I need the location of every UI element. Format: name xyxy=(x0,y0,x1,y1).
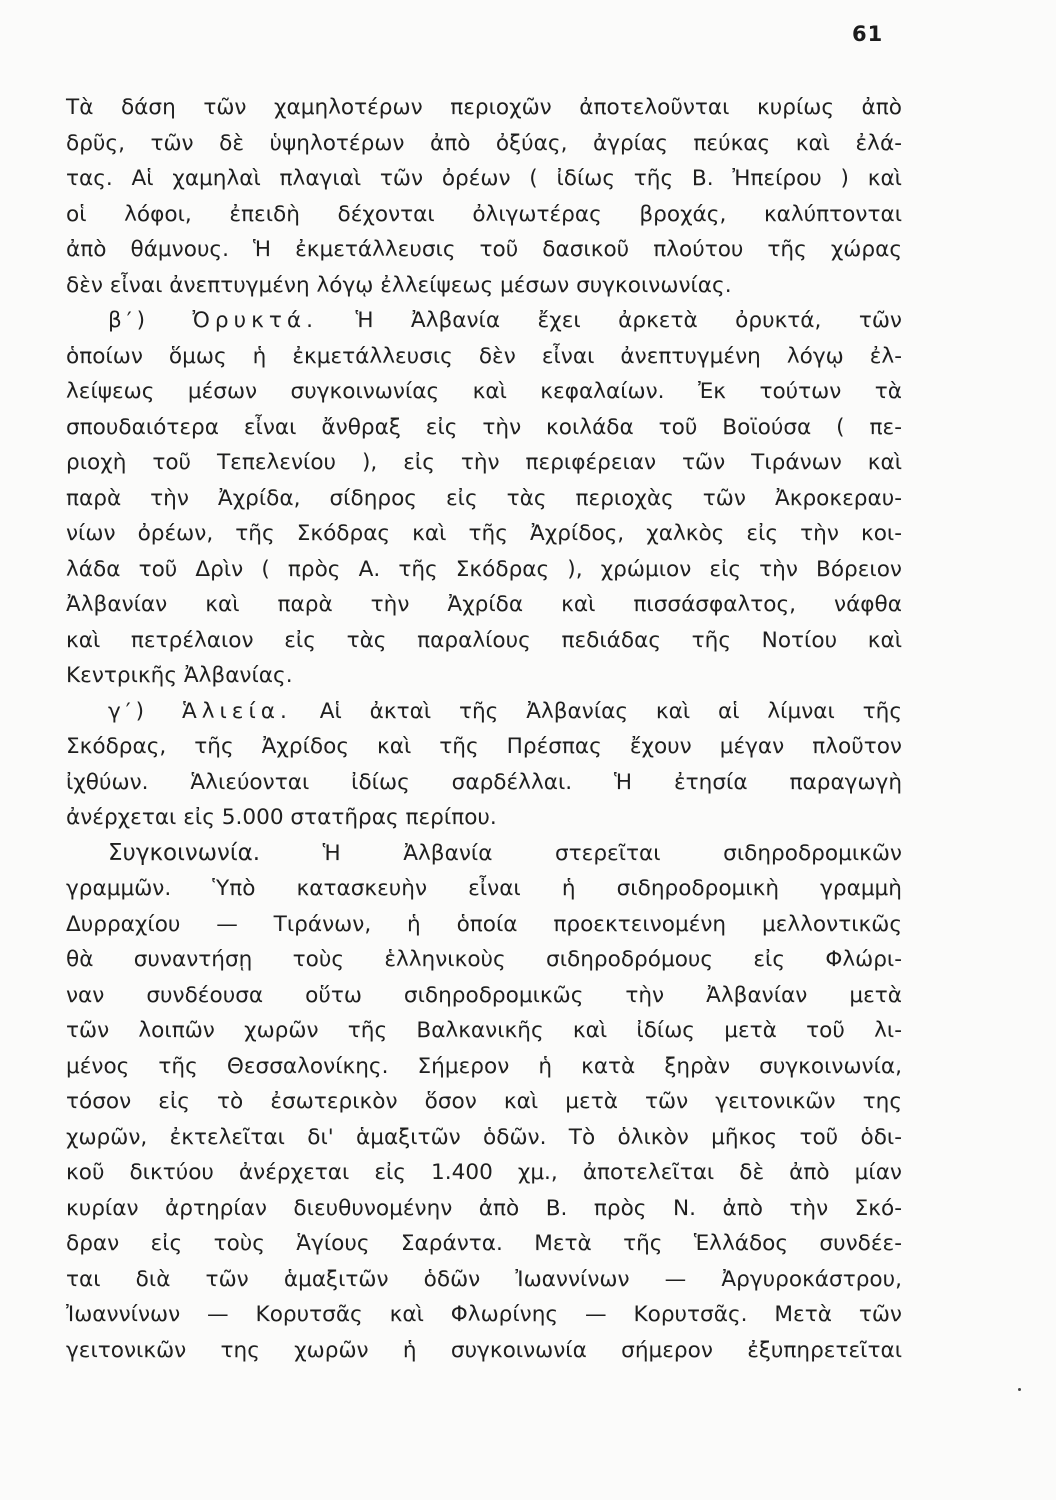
text-line: ναν συνδέουσα οὕτω σιδηροδρομικῶς τὴν Ἀλβανίαν μετὰ xyxy=(66,982,902,1008)
text-line: Ἀλβανίαν καὶ παρὰ τὴν Ἀχρίδα καὶ πισσάσφαλτος, νάφθα xyxy=(66,592,902,617)
text-line: κοῦ δικτύου ἀνέρχεται εἰς 1.400 χμ., ἀποτελεῖται δὲ ἀπὸ μίαν xyxy=(66,1160,902,1185)
text-line: ται διὰ τῶν ἁμαξιτῶν ὁδῶν Ἰωαννίνων — Ἀργυροκάστρου, xyxy=(66,1266,902,1292)
text-line: Κεντρικῆς Ἀλβανίας. xyxy=(66,663,293,688)
text-line: σπουδαιότερα εἶναι ἄνθραξ εἰς τὴν κοιλάδα τοῦ Βοϊούσα ( πε- xyxy=(66,414,902,440)
minerals-heading: β′) Ὀρυκτά. xyxy=(108,308,318,333)
text-line: τῶν λοιπῶν χωρῶν τῆς Βαλκανικῆς καὶ ἰδίως μετὰ τοῦ λι- xyxy=(66,1018,902,1043)
text-line: δρῦς, τῶν δὲ ὑψηλοτέρων ἀπὸ ὀξύας, ἀγρίας πεύκας καὶ ἐλά- xyxy=(66,130,902,156)
fisheries-heading: γ′) Ἁλιεία. xyxy=(108,698,292,724)
text-line: δραν εἰς τοὺς Ἁγίους Σαράντα. Μετὰ τῆς Ἑλλάδος συνδέε- xyxy=(66,1231,902,1256)
minerals-first-line xyxy=(66,303,902,339)
text-line: λάδα τοῦ Δρὶν ( πρὸς Α. τῆς Σκόδρας ), χρώμιον εἰς τὴν Βόρειον xyxy=(66,556,902,582)
text-line: Δυρραχίου — Τιράνων, ἡ ὁποία προεκτεινομένη μελλοντικῶς xyxy=(66,911,902,937)
text-line: ἰχθύων. Ἁλιεύονται ἰδίως σαρδέλλαι. Ἡ ἐτησία παραγωγὴ xyxy=(66,769,902,795)
text-line: δὲν εἶναι ἀνεπτυγμένη λόγῳ ἐλλείψεως μέσων συγκοινωνίας. xyxy=(66,272,732,298)
text-line: ἀπὸ θάμνους. Ἡ ἐκμετάλλευσις τοῦ δασικοῦ πλούτου τῆς χώρας xyxy=(66,237,902,262)
text-line: τας. Αἱ χαμηλαὶ πλαγιαὶ τῶν ὀρέων ( ἰδίως τῆς Β. Ἠπείρου ) καὶ xyxy=(66,166,902,191)
text-segment: Ἡ Ἀλβανία στερεῖται σιδηροδρομικῶν xyxy=(322,840,902,866)
fisheries-first-line xyxy=(66,694,902,730)
page-number: 61 xyxy=(852,22,884,46)
text-line: Τὰ δάση τῶν χαμηλοτέρων περιοχῶν ἀποτελοῦνται κυρίως ἀπὸ xyxy=(66,95,902,120)
text-line: Σκόδρας, τῆς Ἀχρίδος καὶ τῆς Πρέσπας ἔχουν μέγαν πλοῦτον xyxy=(66,734,902,759)
text-line: χωρῶν, ἐκτελεῖται δι' ἁμαξιτῶν ὁδῶν. Τὸ ὁλικὸν μῆκος τοῦ ὁδι- xyxy=(66,1124,902,1150)
text-line: λείψεως μέσων συγκοινωνίας καὶ κεφαλαίων. Ἐκ τούτων τὰ xyxy=(66,379,902,404)
text-line: κυρίαν ἀρτηρίαν διευθυνομένην ἀπὸ Β. πρὸς Ν. ἀπὸ τὴν Σκό- xyxy=(66,1195,902,1221)
body-text xyxy=(66,90,902,1368)
text-line: γειτονικῶν της χωρῶν ἡ συγκοινωνία σήμερον ἐξυπηρετεῖται xyxy=(66,1337,902,1363)
text-line: ριοχὴ τοῦ Τεπελενίου ), εἰς τὴν περιφέρειαν τῶν Τιράνων καὶ xyxy=(66,450,902,475)
communications-first-line xyxy=(66,836,902,872)
text-line: παρὰ τὴν Ἀχρίδα, σίδηρος εἰς τὰς περιοχὰς τῶν Ἀκροκεραυ- xyxy=(66,485,902,511)
text-line: νίων ὀρέων, τῆς Σκόδρας καὶ τῆς Ἀχρίδος, χαλκὸς εἰς τὴν κοι- xyxy=(66,521,902,546)
text-segment: Ἡ Ἀλβανία ἔχει ἀρκετὰ ὀρυκτά, τῶν xyxy=(355,308,902,333)
text-segment: Αἱ ἀκταὶ τῆς Ἀλβανίας καὶ αἱ λίμναι τῆς xyxy=(319,698,902,724)
communications-heading: Συγκοινωνία. xyxy=(108,839,261,866)
text-line: μένος τῆς Θεσσαλονίκης. Σήμερον ἡ κατὰ ξηρὰν συγκοινωνία, xyxy=(66,1053,902,1079)
text-line: ἀνέρχεται εἰς 5.000 στατῆρας περίπου. xyxy=(66,805,497,830)
text-line: καὶ πετρέλαιον εἰς τὰς παραλίους πεδιάδας τῆς Νοτίου καὶ xyxy=(66,627,902,653)
text-line: θὰ συναντήσῃ τοὺς ἑλληνικοὺς σιδηροδρόμους εἰς Φλώρι- xyxy=(66,947,902,972)
text-line: οἱ λόφοι, ἐπειδὴ δέχονται ὀλιγωτέρας βροχάς, καλύπτονται xyxy=(66,201,902,227)
text-line: τόσον εἰς τὸ ἐσωτερικὸν ὅσον καὶ μετὰ τῶν γειτονικῶν της xyxy=(66,1089,902,1114)
paper-speck xyxy=(1018,1388,1021,1391)
text-line: Ἰωαννίνων — Κορυτσᾶς καὶ Φλωρίνης — Κορυτσᾶς. Μετὰ τῶν xyxy=(66,1302,902,1327)
text-line: γραμμῶν. Ὑπὸ κατασκευὴν εἶναι ἡ σιδηροδρομικὴ γραμμὴ xyxy=(66,876,902,901)
text-line: ὁποίων ὅμως ἡ ἐκμετάλλευσις δὲν εἶναι ἀνεπτυγμένη λόγῳ ἐλ- xyxy=(66,343,902,369)
